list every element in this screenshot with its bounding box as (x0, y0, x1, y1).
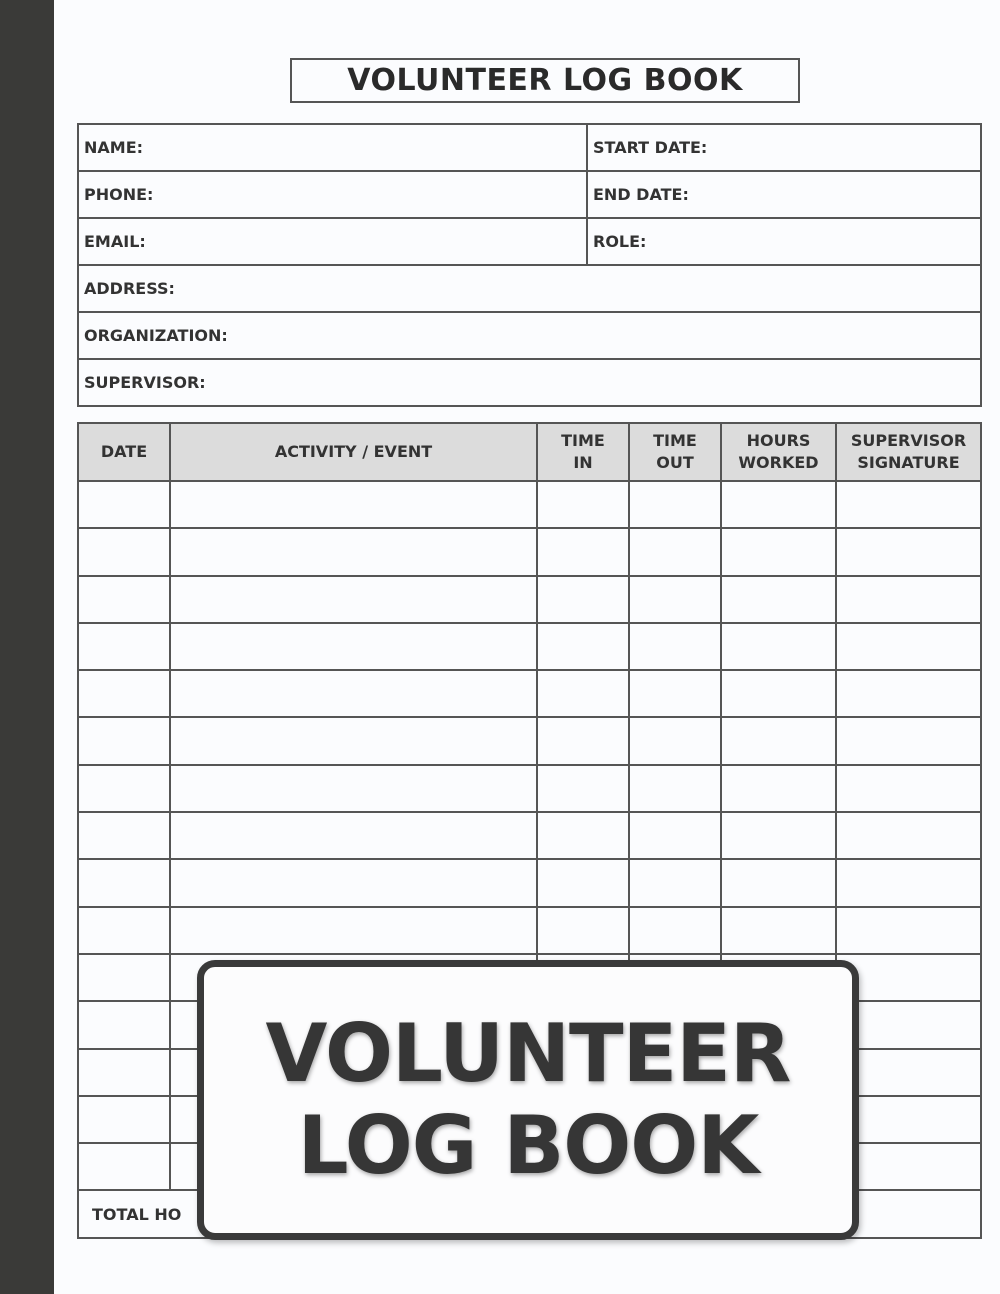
column-header-supervisor-signature: SUPERVISOR SIGNATURE (850, 431, 967, 472)
organization-label: ORGANIZATION: (84, 326, 228, 345)
date-cell[interactable] (79, 624, 171, 669)
hours-worked-cell[interactable] (722, 813, 837, 858)
table-row (79, 860, 980, 907)
info-row-supervisor (79, 360, 980, 405)
activity-cell[interactable] (171, 624, 538, 669)
hours-worked-cell[interactable] (722, 671, 837, 716)
table-row (79, 577, 980, 624)
signature-cell[interactable] (837, 577, 980, 622)
organization-field[interactable] (79, 313, 980, 358)
date-cell[interactable] (79, 813, 171, 858)
signature-cell[interactable] (837, 718, 980, 763)
supervisor-field[interactable] (79, 360, 980, 405)
time-in-cell[interactable] (538, 482, 630, 527)
info-row-email (79, 219, 980, 266)
hours-worked-cell[interactable] (722, 577, 837, 622)
time-in-cell[interactable] (538, 908, 630, 953)
column-header-activity: ACTIVITY / EVENT (171, 424, 538, 480)
signature-cell[interactable] (837, 766, 980, 811)
email-label: EMAIL: (84, 232, 146, 251)
hours-worked-cell[interactable] (722, 908, 837, 953)
log-table-header (79, 424, 980, 482)
column-header-time-out: TIME OUT (630, 424, 722, 480)
hours-worked-cell[interactable] (722, 624, 837, 669)
address-label: ADDRESS: (84, 279, 175, 298)
table-row (79, 482, 980, 529)
time-in-cell[interactable] (538, 860, 630, 905)
phone-field[interactable] (79, 172, 588, 217)
time-in-cell[interactable] (538, 577, 630, 622)
info-row-name (79, 125, 980, 172)
activity-cell[interactable] (171, 482, 538, 527)
volunteer-info-table (77, 123, 982, 407)
time-out-cell[interactable] (630, 671, 722, 716)
time-out-cell[interactable] (630, 577, 722, 622)
date-cell[interactable] (79, 577, 171, 622)
time-out-cell[interactable] (630, 908, 722, 953)
start-date-label: START DATE: (593, 138, 708, 157)
date-cell[interactable] (79, 1002, 171, 1047)
time-in-cell[interactable] (538, 529, 630, 574)
signature-cell[interactable] (837, 908, 980, 953)
date-cell[interactable] (79, 482, 171, 527)
table-row (79, 718, 980, 765)
table-row (79, 529, 980, 576)
cover-title-badge (197, 960, 859, 1240)
activity-cell[interactable] (171, 718, 538, 763)
time-out-cell[interactable] (630, 860, 722, 905)
table-row (79, 624, 980, 671)
date-cell[interactable] (79, 1097, 171, 1142)
table-row (79, 671, 980, 718)
signature-cell[interactable] (837, 482, 980, 527)
start-date-field[interactable] (588, 125, 980, 170)
date-cell[interactable] (79, 860, 171, 905)
info-row-organization (79, 313, 980, 360)
date-cell[interactable] (79, 1144, 171, 1189)
email-field[interactable] (79, 219, 588, 264)
activity-cell[interactable] (171, 529, 538, 574)
date-cell[interactable] (79, 1050, 171, 1095)
cover-title-line1: VOLUNTEER (265, 1007, 791, 1100)
time-in-cell[interactable] (538, 718, 630, 763)
signature-cell[interactable] (837, 624, 980, 669)
date-cell[interactable] (79, 908, 171, 953)
total-hours-label: TOTAL HO (92, 1204, 182, 1224)
end-date-field[interactable] (588, 172, 980, 217)
time-out-cell[interactable] (630, 766, 722, 811)
hours-worked-cell[interactable] (722, 860, 837, 905)
time-in-cell[interactable] (538, 813, 630, 858)
table-row (79, 766, 980, 813)
activity-cell[interactable] (171, 908, 538, 953)
time-out-cell[interactable] (630, 624, 722, 669)
role-label: ROLE: (593, 232, 647, 251)
activity-cell[interactable] (171, 577, 538, 622)
time-in-cell[interactable] (538, 624, 630, 669)
page-title: VOLUNTEER LOG BOOK (290, 58, 800, 103)
activity-cell[interactable] (171, 813, 538, 858)
info-row-address (79, 266, 980, 313)
signature-cell[interactable] (837, 671, 980, 716)
time-out-cell[interactable] (630, 718, 722, 763)
column-header-time-in: TIME IN (538, 424, 630, 480)
time-out-cell[interactable] (630, 813, 722, 858)
table-row (79, 813, 980, 860)
table-row (79, 908, 980, 955)
activity-cell[interactable] (171, 860, 538, 905)
date-cell[interactable] (79, 766, 171, 811)
signature-cell[interactable] (837, 529, 980, 574)
cover-title-line2: LOG BOOK (297, 1099, 759, 1192)
column-header-hours-worked: HOURS WORKED (722, 424, 837, 480)
hours-worked-cell[interactable] (722, 718, 837, 763)
time-out-cell[interactable] (630, 482, 722, 527)
address-field[interactable] (79, 266, 980, 311)
signature-cell[interactable] (837, 813, 980, 858)
info-row-phone (79, 172, 980, 219)
time-in-cell[interactable] (538, 766, 630, 811)
activity-cell[interactable] (171, 766, 538, 811)
name-field[interactable] (79, 125, 588, 170)
phone-label: PHONE: (84, 185, 154, 204)
column-header-date: DATE (79, 424, 171, 480)
hours-worked-cell[interactable] (722, 766, 837, 811)
hours-worked-cell[interactable] (722, 482, 837, 527)
signature-cell[interactable] (837, 860, 980, 905)
date-cell[interactable] (79, 671, 171, 716)
hours-worked-cell[interactable] (722, 529, 837, 574)
date-cell[interactable] (79, 955, 171, 1000)
book-spine (0, 0, 54, 1294)
role-field[interactable] (588, 219, 980, 264)
time-in-cell[interactable] (538, 671, 630, 716)
end-date-label: END DATE: (593, 185, 689, 204)
date-cell[interactable] (79, 529, 171, 574)
supervisor-label: SUPERVISOR: (84, 373, 206, 392)
activity-cell[interactable] (171, 671, 538, 716)
date-cell[interactable] (79, 718, 171, 763)
name-label: NAME: (84, 138, 144, 157)
time-out-cell[interactable] (630, 529, 722, 574)
